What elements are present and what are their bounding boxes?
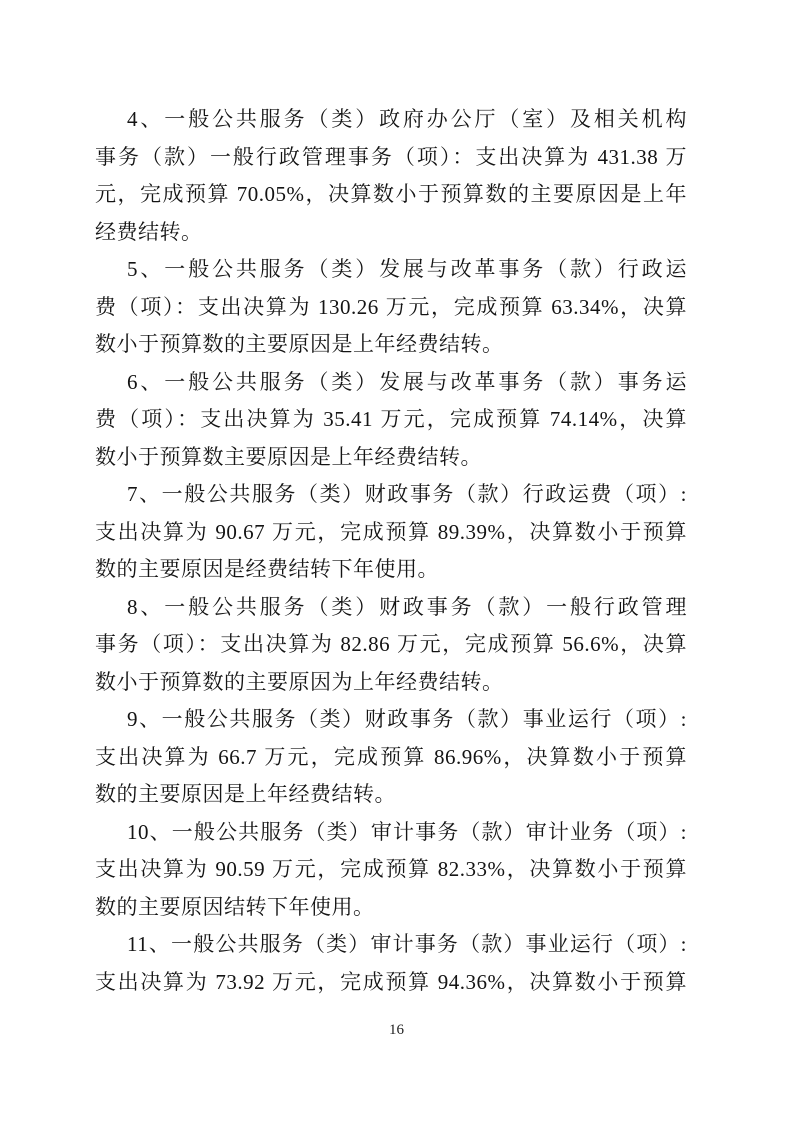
document-body	[95, 101, 687, 1001]
paragraph	[95, 476, 687, 589]
text-line: 8、一般公共服务（类）财政事务（款）一般行政管理	[127, 594, 687, 619]
text-line: 11、一般公共服务（类）审计事务（款）事业运行（项）:	[127, 932, 687, 956]
text-line: 数的主要原因是上年经费结转。	[95, 782, 396, 806]
text-line: 元，完成预算 70.05%，决算数小于预算数的主要原因是上年	[95, 182, 687, 206]
paragraph	[95, 701, 687, 814]
text-line: 支出决算为 90.67 万元，完成预算 89.39%，决算数小于预算	[95, 519, 687, 544]
text-line: 经费结转。	[95, 219, 203, 244]
text-line: 事务（项）：支出决算为 82.86 万元，完成预算 56.6%，决算	[95, 632, 687, 656]
text-line: 5、一般公共服务（类）发展与改革事务（款）行政运	[127, 257, 687, 281]
paragraph	[95, 926, 687, 1001]
paragraph	[95, 251, 687, 364]
text-line: 数的主要原因结转下年使用。	[95, 894, 375, 919]
text-line: 数的主要原因是经费结转下年使用。	[95, 557, 439, 581]
text-line: 数小于预算数的主要原因为上年经费结转。	[95, 669, 504, 694]
text-line: 10、一般公共服务（类）审计事务（款）审计业务（项）:	[127, 819, 687, 844]
text-line: 6、一般公共服务（类）发展与改革事务（款）事务运	[127, 369, 687, 394]
text-line: 支出决算为 90.59 万元，完成预算 82.33%，决算数小于预算	[95, 857, 687, 881]
text-line: 支出决算为 66.7 万元，完成预算 86.96%，决算数小于预算	[95, 744, 687, 769]
text-line: 数小于预算数的主要原因是上年经费结转。	[95, 332, 504, 356]
text-line: 事务（款）一般行政管理事务（项）：支出决算为 431.38 万	[95, 144, 687, 169]
text-line: 7、一般公共服务（类）财政事务（款）行政运费（项）:	[127, 482, 687, 506]
text-line: 费（项）：支出决算为 35.41 万元，完成预算 74.14%，决算	[95, 407, 687, 431]
text-line: 支出决算为 73.92 万元，完成预算 94.36%，决算数小于预算	[95, 969, 687, 994]
paragraph	[95, 589, 687, 702]
paragraph	[95, 814, 687, 927]
page-number: 16	[389, 1022, 404, 1038]
paragraph	[95, 101, 687, 251]
text-line: 费（项）：支出决算为 130.26 万元，完成预算 63.34%，决算	[95, 294, 687, 319]
text-line: 4、一般公共服务（类）政府办公厅（室）及相关机构	[127, 107, 687, 131]
text-line: 9、一般公共服务（类）财政事务（款）事业运行（项）:	[127, 707, 687, 731]
text-line: 数小于预算数主要原因是上年经费结转。	[95, 444, 482, 469]
paragraph	[95, 364, 687, 477]
